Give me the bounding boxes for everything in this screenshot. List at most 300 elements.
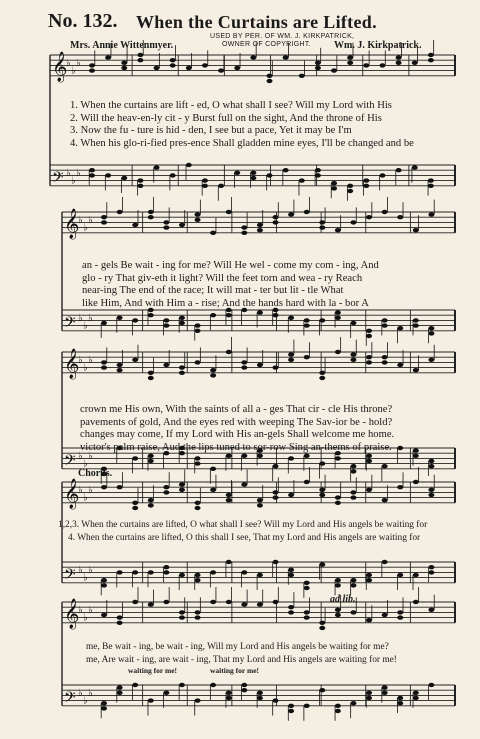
note-head xyxy=(163,323,169,327)
note-head xyxy=(195,212,201,216)
note-head xyxy=(179,488,185,492)
note-head xyxy=(428,570,434,574)
note-head xyxy=(148,459,154,463)
note-head xyxy=(226,560,232,564)
note-head xyxy=(315,173,321,177)
note-head xyxy=(288,358,294,362)
note-head xyxy=(366,618,372,622)
note-head xyxy=(101,220,107,224)
note-head xyxy=(89,63,95,67)
note-head xyxy=(428,565,434,569)
note-head xyxy=(163,485,169,489)
note-head xyxy=(304,704,310,708)
note-head xyxy=(335,310,341,314)
note-head xyxy=(428,184,434,188)
note-head xyxy=(226,696,232,700)
note-head xyxy=(117,621,123,625)
note-head xyxy=(241,602,247,606)
lyric-line: 2. Will the heav-en-ly cit - y Burst full on the sight, And the throne of His xyxy=(70,112,382,124)
note-head xyxy=(137,178,143,182)
note-head xyxy=(347,55,353,59)
note-head xyxy=(148,313,154,317)
note-head xyxy=(397,615,403,619)
note-head xyxy=(170,58,176,62)
chorus-lyric-line: 1,2,3. When the curtains are lifted, O what shall I see? Will my Lord and His angels be waiting for xyxy=(58,520,428,530)
note-head xyxy=(148,498,154,502)
note-head xyxy=(382,355,388,359)
note-head xyxy=(163,570,169,574)
note-head xyxy=(210,313,216,317)
note-head xyxy=(382,464,388,468)
note-head xyxy=(257,228,263,232)
note-head xyxy=(170,173,176,177)
flat-sign: ♭ xyxy=(71,65,76,77)
note-head xyxy=(101,365,107,369)
note-head xyxy=(347,61,353,65)
note-head xyxy=(148,215,154,219)
note-head xyxy=(195,501,201,505)
note-head xyxy=(335,578,341,582)
note-head xyxy=(250,55,256,59)
note-head xyxy=(148,698,154,702)
note-head xyxy=(105,55,111,59)
note-head xyxy=(428,326,434,330)
note-head xyxy=(179,482,185,486)
note-head xyxy=(170,63,176,67)
note-head xyxy=(319,493,325,497)
bass-cue: waiting for me! xyxy=(128,666,178,675)
note-head xyxy=(202,184,208,188)
note-head xyxy=(186,163,192,167)
note-head xyxy=(117,685,123,689)
note-head xyxy=(273,365,279,369)
note-head xyxy=(319,371,325,375)
note-head xyxy=(101,215,107,219)
note-head xyxy=(366,691,372,695)
note-head xyxy=(350,610,356,614)
note-head xyxy=(101,321,107,325)
note-head xyxy=(319,562,325,566)
note-head xyxy=(382,691,388,695)
chorus-lyric-line: 4. When the curtains are lifted, O this shall I see, That my Lord and His angels are waiting for xyxy=(68,533,421,543)
note-head xyxy=(226,493,232,497)
note-head xyxy=(121,176,127,180)
note-head xyxy=(428,683,434,687)
note-head xyxy=(132,570,138,574)
note-head xyxy=(396,61,402,65)
note-head xyxy=(347,184,353,188)
note-head xyxy=(273,560,279,564)
note-head xyxy=(331,68,337,72)
note-head xyxy=(288,212,294,216)
note-head xyxy=(363,63,369,67)
note-head xyxy=(428,464,434,468)
note-head xyxy=(335,709,341,713)
note-head xyxy=(179,610,185,614)
note-head xyxy=(350,701,356,705)
note-head xyxy=(319,318,325,322)
note-head xyxy=(397,485,403,489)
note-head xyxy=(202,178,208,182)
note-head xyxy=(288,352,294,356)
flat-sign: ♭ xyxy=(83,572,88,584)
note-head xyxy=(288,605,294,609)
note-head xyxy=(267,173,273,177)
note-head xyxy=(132,223,138,227)
note-head xyxy=(195,323,201,327)
note-head xyxy=(163,565,169,569)
note-head xyxy=(241,570,247,574)
flat-sign: ♭ xyxy=(88,687,93,699)
note-head xyxy=(304,586,310,590)
note-head xyxy=(179,365,185,369)
note-head xyxy=(234,171,240,175)
note-head xyxy=(195,461,201,465)
flat-sign: ♭ xyxy=(66,57,71,69)
note-head xyxy=(226,210,232,214)
note-head xyxy=(210,570,216,574)
flat-sign: ♭ xyxy=(88,604,93,616)
note-head xyxy=(89,173,95,177)
note-head xyxy=(257,691,263,695)
note-head xyxy=(413,696,419,700)
note-head xyxy=(350,321,356,325)
note-head xyxy=(319,461,325,465)
note-head xyxy=(195,506,201,510)
note-head xyxy=(382,210,388,214)
note-head xyxy=(117,570,123,574)
tempo-marking: ad lib. xyxy=(330,594,356,605)
note-head xyxy=(195,615,201,619)
note-head xyxy=(335,456,341,460)
note-head xyxy=(132,358,138,362)
lyric-line: changes may come, If my Lord with His an-gels Shall welcome me home. xyxy=(80,429,395,441)
note-head xyxy=(382,360,388,364)
flat-sign: ♭ xyxy=(66,167,71,179)
note-head xyxy=(257,310,263,314)
note-head xyxy=(366,459,372,463)
bass-clef: 𝄢 xyxy=(64,451,76,473)
note-head xyxy=(241,365,247,369)
note-head xyxy=(366,696,372,700)
note-head xyxy=(148,210,154,214)
note-head xyxy=(179,223,185,227)
flat-sign: ♭ xyxy=(78,354,83,366)
note-head xyxy=(241,231,247,235)
note-head xyxy=(179,371,185,375)
note-head xyxy=(210,368,216,372)
note-head xyxy=(163,363,169,367)
note-head xyxy=(413,573,419,577)
note-head xyxy=(397,326,403,330)
note-head xyxy=(267,74,273,78)
note-head xyxy=(154,66,160,70)
flat-sign: ♭ xyxy=(83,222,88,234)
note-head xyxy=(117,691,123,695)
note-head xyxy=(319,688,325,692)
note-head xyxy=(397,215,403,219)
note-head xyxy=(148,376,154,380)
note-head xyxy=(379,173,385,177)
note-head xyxy=(397,573,403,577)
note-head xyxy=(335,613,341,617)
note-head xyxy=(121,61,127,65)
note-head xyxy=(428,178,434,182)
note-head xyxy=(331,186,337,190)
note-head xyxy=(397,610,403,614)
flat-sign: ♭ xyxy=(78,604,83,616)
note-head xyxy=(413,600,419,604)
note-head xyxy=(241,482,247,486)
note-head xyxy=(241,683,247,687)
author-credit: Mrs. Annie Wittenmyer. xyxy=(70,40,174,51)
note-head xyxy=(382,323,388,327)
note-head xyxy=(335,495,341,499)
note-head xyxy=(319,225,325,229)
flat-sign: ♭ xyxy=(83,458,88,470)
note-head xyxy=(195,578,201,582)
note-head xyxy=(202,63,208,67)
note-head xyxy=(304,355,310,359)
flat-sign: ♭ xyxy=(78,312,83,324)
note-head xyxy=(117,316,123,320)
note-head xyxy=(101,485,107,489)
note-head xyxy=(397,446,403,450)
note-head xyxy=(428,58,434,62)
chorus-lyric-line: me, Be wait - ing, be wait - ing, Will my Lord and His angels be waiting for me? xyxy=(86,642,389,652)
note-head xyxy=(163,691,169,695)
note-head xyxy=(428,488,434,492)
note-head xyxy=(273,313,279,317)
note-head xyxy=(101,360,107,364)
note-head xyxy=(179,316,185,320)
hymn-number: No. 132. xyxy=(48,10,118,32)
note-head xyxy=(428,493,434,497)
note-head xyxy=(195,360,201,364)
flat-sign: ♭ xyxy=(83,320,88,332)
note-head xyxy=(226,313,232,317)
note-head xyxy=(335,316,341,320)
note-head xyxy=(210,488,216,492)
treble-clef: 𝄞 xyxy=(64,478,80,509)
note-head xyxy=(117,485,123,489)
note-head xyxy=(283,168,289,172)
note-head xyxy=(304,323,310,327)
note-head xyxy=(413,323,419,327)
note-head xyxy=(132,501,138,505)
note-head xyxy=(350,583,356,587)
lyric-line: glo - ry That giv-eth it light? Will the feet torn and wea - ry Reach xyxy=(82,272,363,284)
note-head xyxy=(101,578,107,582)
note-head xyxy=(226,498,232,502)
note-head xyxy=(288,610,294,614)
note-head xyxy=(137,53,143,57)
note-head xyxy=(304,610,310,614)
note-head xyxy=(413,454,419,458)
note-head xyxy=(132,600,138,604)
note-head xyxy=(412,61,418,65)
note-head xyxy=(273,490,279,494)
note-head xyxy=(379,63,385,67)
note-head xyxy=(89,68,95,72)
note-head xyxy=(428,331,434,335)
note-head xyxy=(319,488,325,492)
note-head xyxy=(319,621,325,625)
note-head xyxy=(382,498,388,502)
flat-sign: ♭ xyxy=(88,354,93,366)
flat-sign: ♭ xyxy=(76,167,81,179)
flat-sign: ♭ xyxy=(76,57,81,69)
note-head xyxy=(101,613,107,617)
bass-clef: 𝄢 xyxy=(64,313,76,335)
note-head xyxy=(413,368,419,372)
note-head xyxy=(319,626,325,630)
note-head xyxy=(366,334,372,338)
note-head xyxy=(304,210,310,214)
note-head xyxy=(273,698,279,702)
note-head xyxy=(428,53,434,57)
chorus-label: Chorus. xyxy=(78,468,113,479)
note-head xyxy=(234,66,240,70)
note-head xyxy=(315,168,321,172)
note-head xyxy=(335,228,341,232)
bass-cue: waiting for me! xyxy=(210,666,260,675)
note-head xyxy=(137,58,143,62)
note-head xyxy=(350,490,356,494)
note-head xyxy=(428,608,434,612)
note-head xyxy=(304,318,310,322)
bass-clef: 𝄢 xyxy=(52,168,64,190)
note-head xyxy=(195,573,201,577)
note-head xyxy=(179,321,185,325)
flat-sign: ♭ xyxy=(83,362,88,374)
note-head xyxy=(195,698,201,702)
note-head xyxy=(210,683,216,687)
note-head xyxy=(347,189,353,193)
note-head xyxy=(299,74,305,78)
note-head xyxy=(210,467,216,471)
note-head xyxy=(366,360,372,364)
note-head xyxy=(366,488,372,492)
verse-lyrics-system-2 xyxy=(82,260,379,310)
note-head xyxy=(413,691,419,695)
note-head xyxy=(117,615,123,619)
flat-sign: ♭ xyxy=(88,312,93,324)
note-head xyxy=(121,66,127,70)
lyric-line: 1. When the curtains are lift - ed, O what shall I see? Will my Lord with His xyxy=(70,100,392,111)
note-head xyxy=(241,225,247,229)
note-head xyxy=(250,171,256,175)
note-head xyxy=(366,215,372,219)
flat-sign: ♭ xyxy=(78,484,83,496)
note-head xyxy=(163,318,169,322)
note-head xyxy=(257,498,263,502)
permission-line: OWNER OF COPYRIGHT. xyxy=(222,41,311,48)
note-head xyxy=(186,66,192,70)
lyric-line: like Him, And with Him a - rise; And the hands hard with la - bor A xyxy=(82,297,369,309)
note-head xyxy=(273,220,279,224)
flat-sign: ♭ xyxy=(83,492,88,504)
bass-clef: 𝄢 xyxy=(64,688,76,710)
note-head xyxy=(335,704,341,708)
chorus-lyric-line: me, Are wait - ing, are wait - ing, That my Lord and His angels are waiting for me! xyxy=(86,655,397,665)
note-head xyxy=(257,363,263,367)
note-head xyxy=(315,61,321,65)
note-head xyxy=(350,469,356,473)
note-head xyxy=(148,602,154,606)
hymn-title: When the Curtains are Lifted. xyxy=(136,12,377,32)
note-head xyxy=(396,55,402,59)
note-head xyxy=(241,688,247,692)
note-head xyxy=(273,495,279,499)
note-head xyxy=(382,685,388,689)
note-head xyxy=(163,600,169,604)
note-head xyxy=(413,448,419,452)
note-head xyxy=(397,696,403,700)
note-head xyxy=(304,615,310,619)
note-head xyxy=(366,329,372,333)
lyric-line: 4. When his glo-ri-fied pres-ence Shall gladden mine eyes, I'll be changed and be xyxy=(70,137,414,149)
note-head xyxy=(117,210,123,214)
note-head xyxy=(117,363,123,367)
note-head xyxy=(241,360,247,364)
note-head xyxy=(413,480,419,484)
note-head xyxy=(89,168,95,172)
note-head xyxy=(257,573,263,577)
note-head xyxy=(335,350,341,354)
note-head xyxy=(132,506,138,510)
note-head xyxy=(132,683,138,687)
note-head xyxy=(335,501,341,505)
note-head xyxy=(397,363,403,367)
treble-clef: 𝄞 xyxy=(64,208,80,239)
note-head xyxy=(163,490,169,494)
note-head xyxy=(226,350,232,354)
lyric-line: crown me His own, With the saints of all a - ges That cir - cle His throne? xyxy=(80,404,393,415)
flat-sign: ♭ xyxy=(83,612,88,624)
note-head xyxy=(218,184,224,188)
lyric-line: near-ing The end of the race; It will mat - ter but lit - tle What xyxy=(82,285,344,297)
note-head xyxy=(412,165,418,169)
note-head xyxy=(179,683,185,687)
note-head xyxy=(195,329,201,333)
note-head xyxy=(218,68,224,72)
note-head xyxy=(101,706,107,710)
note-head xyxy=(304,480,310,484)
note-head xyxy=(350,464,356,468)
note-head xyxy=(366,355,372,359)
note-head xyxy=(428,358,434,362)
note-head xyxy=(195,456,201,460)
note-head xyxy=(428,459,434,463)
note-head xyxy=(273,215,279,219)
treble-clef: 𝄞 xyxy=(64,348,80,379)
lyric-line: pavements of gold, And the eyes red with weeping The Sav-ior be - hold? xyxy=(80,416,393,428)
bass-clef: 𝄢 xyxy=(64,565,76,587)
flat-sign: ♭ xyxy=(88,450,93,462)
flat-sign: ♭ xyxy=(78,214,83,226)
note-head xyxy=(350,220,356,224)
note-head xyxy=(101,701,107,705)
note-head xyxy=(350,352,356,356)
note-head xyxy=(363,178,369,182)
flat-sign: ♭ xyxy=(78,687,83,699)
verse-lyrics-system-3 xyxy=(80,404,394,454)
flat-sign: ♭ xyxy=(88,214,93,226)
note-head xyxy=(226,691,232,695)
note-head xyxy=(428,212,434,216)
flat-sign: ♭ xyxy=(78,450,83,462)
